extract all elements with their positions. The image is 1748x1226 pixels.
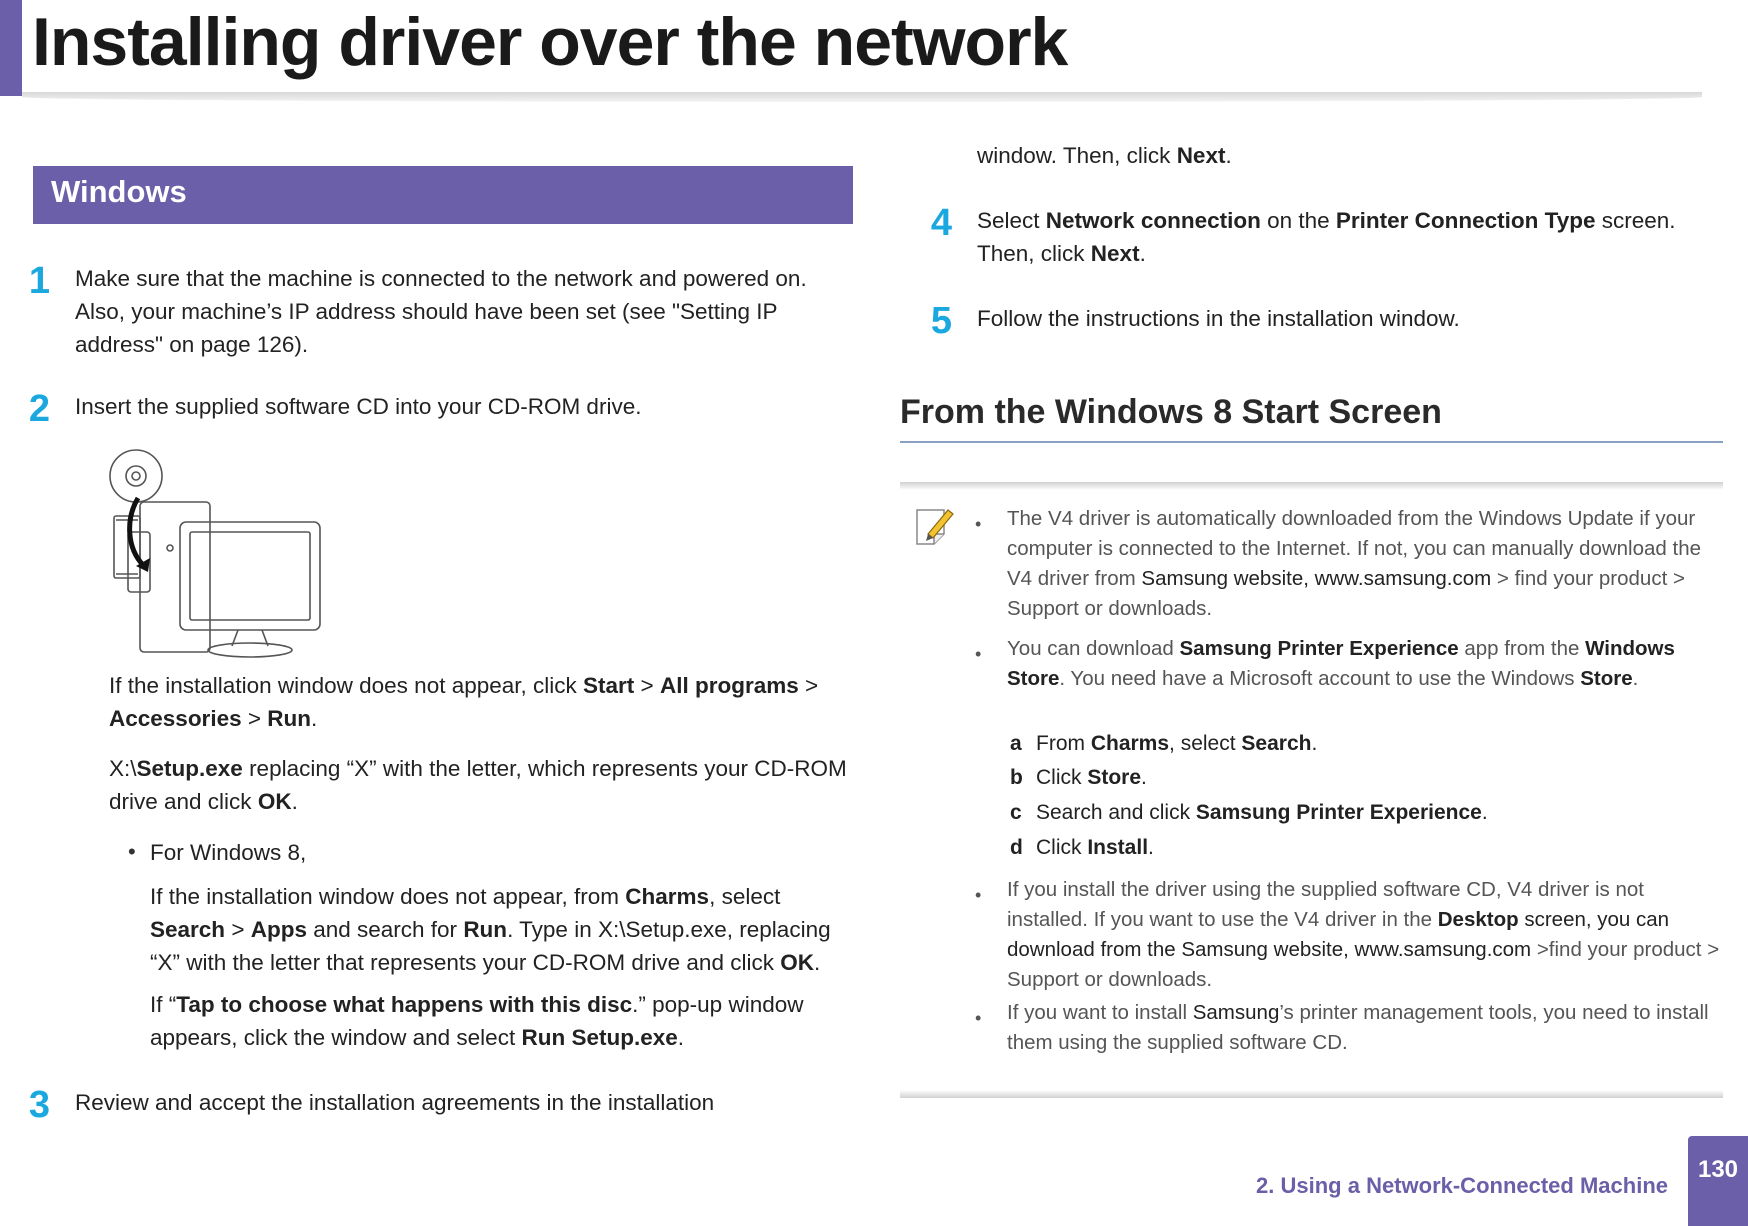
note-item-v4-cd: If you install the driver using the supplied software CD, V4 driver is not installed. If you want to use the V4 driver in the Desktop screen, you can download from the Samsung website, www.samsung.com >find your product > Support or downloads. <box>1007 878 1720 991</box>
section-title: Windows <box>51 174 187 209</box>
step-number: 3 <box>28 1084 50 1126</box>
step-number: 5 <box>930 300 952 342</box>
sub-step-d: Click Install. <box>1036 836 1154 859</box>
note-item-v4-driver: The V4 driver is automatically downloaded from the Windows Update if your computer is connected to the Internet. If not, you can manually download the V4 driver from Samsung website, www.samsung.com > find your product > Support or downloads. <box>1007 507 1702 620</box>
bullet-dot: • <box>975 1008 982 1028</box>
sub-step-b: Click Store. <box>1036 766 1147 789</box>
bullet-dot: • <box>128 839 136 864</box>
sub-step-letter: c <box>1010 801 1022 824</box>
subsection-title: From the Windows 8 Start Screen <box>900 393 1442 431</box>
footer-chapter: 2. Using a Network-Connected Machine <box>1256 1173 1668 1198</box>
step-number: 1 <box>28 260 50 302</box>
paragraph-windows-8-run: If the installation window does not appear, from Charms, select Search > Apps and search for Run. Type in X:\Setup.exe, replacing “X” with the letter that represents your CD-ROM drive and click OK. <box>150 884 831 975</box>
step-text: Follow the instructions in the installation window. <box>977 306 1460 331</box>
step-number: 2 <box>28 388 50 430</box>
paragraph-setup-exe: X:\Setup.exe replacing “X” with the letter, which represents your CD-ROM drive and click OK. <box>109 756 847 814</box>
sub-step-letter: b <box>1010 766 1023 789</box>
title-underline <box>22 92 1702 102</box>
bullet-dot: • <box>975 644 982 664</box>
note-item-management-tools: If you want to install Samsung’s printer management tools, you need to install them using the supplied software CD. <box>1007 1001 1709 1054</box>
note-item-printer-experience: You can download Samsung Printer Experience app from the Windows Store. You need have a Microsoft account to use the Windows Store. <box>1007 637 1675 690</box>
sub-step-c: Search and click Samsung Printer Experience. <box>1036 801 1488 824</box>
step-text: Insert the supplied software CD into your CD-ROM drive. <box>75 394 642 419</box>
sub-step-letter: d <box>1010 836 1023 859</box>
section-header <box>33 166 853 224</box>
note-top-border <box>900 482 1723 490</box>
page-title: Installing driver over the network <box>32 4 1068 80</box>
bullet-dot: • <box>975 885 982 905</box>
step-3-continued: window. Then, click Next. <box>977 143 1232 168</box>
step-text: Make sure that the machine is connected to the network and powered on. Also, your machine’s IP address should have been set (see "Setting IP address" on page 126). <box>75 266 807 357</box>
sub-step-a: From Charms, select Search. <box>1036 732 1318 755</box>
sub-step-letter: a <box>1010 732 1022 755</box>
paragraph-install-window: If the installation window does not appear, click Start > All programs > Accessories > Run. <box>109 673 819 731</box>
note-bottom-border <box>900 1090 1723 1098</box>
page-number: 130 <box>1697 1156 1739 1183</box>
note-pencil-icon <box>914 504 956 548</box>
step-text: Select Network connection on the Printer Connection Type screen. Then, click Next. <box>977 208 1676 266</box>
cd-insert-illustration <box>108 448 326 660</box>
page-number-box <box>1688 1136 1748 1226</box>
bullet-windows-8: For Windows 8, <box>150 840 307 865</box>
bullet-dot: • <box>975 514 982 534</box>
title-accent-bar <box>0 0 22 96</box>
paragraph-windows-8-popup: If “Tap to choose what happens with this disc.” pop-up window appears, click the window and select Run Setup.exe. <box>150 992 804 1050</box>
subsection-underline <box>900 441 1723 443</box>
step-text: Review and accept the installation agreements in the installation <box>75 1090 715 1115</box>
step-number: 4 <box>930 202 952 244</box>
